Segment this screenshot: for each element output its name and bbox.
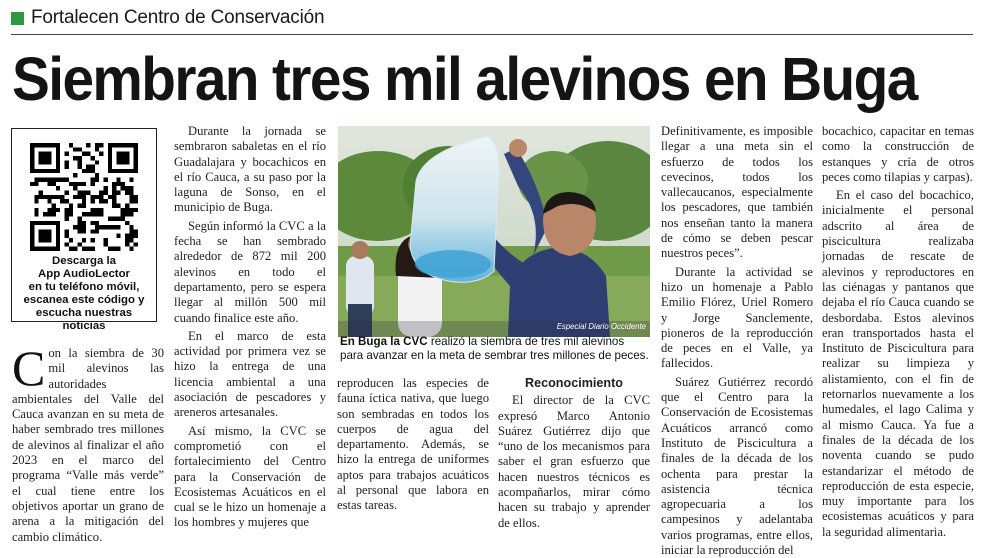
article-column-2: [174, 124, 326, 531]
paragraph: on la siembra de 30 mil alevinos las autoridades ambientales del Valle del Cauca avanzan en su meta de haber sembrado tres millones de alevinos al finalizar el año 2023 en el marco del programa “Valle más verde” el cual tiene entre los objetivos aportar un grano de arena a la mitigación del cambio climático.: [12, 346, 164, 544]
qr-promo-line: en tu teléfono móvil,: [28, 281, 140, 293]
paragraph: El director de la CVC expresó Marco Antonio Suárez Gutiérrez dijo que “uno de los mecanismos para saber el gran esfuerzo que hacen nuestros técnicos es acompañarlos, mirar cómo hacen su trabajo y aprender de ellos.: [498, 393, 650, 530]
section-kicker: [11, 6, 973, 35]
article-column-3: [337, 376, 489, 514]
paragraph: En el marco de esta actividad por primera vez se hizo la entrega de una licencia ambiental a una asociación de pescadores y areneros artesanales.: [174, 328, 326, 420]
paragraph: Durante la actividad se hizo un homenaje a Pablo Emilio Flórez, Uriel Romero y Jorge Sanclemente, pioneros de la reproducción de peces en el Valle, ya fallecidos.: [661, 264, 813, 371]
photo-caption: [340, 335, 650, 362]
paragraph: Según informó la CVC a la fecha se han sembrado alrededor de 872 mil 200 alevinos en todo el departamento, pero se espera llegar al millón 500 mil cuando finalice este año.: [174, 218, 326, 325]
photo-credit: Especial Diario Occidente: [556, 322, 646, 331]
qr-promo-text: [16, 255, 152, 333]
qr-promo-line: App AudioLector: [38, 268, 130, 280]
article-column-4: [498, 376, 650, 531]
qr-promo-line: Descarga la: [52, 255, 116, 267]
paragraph: Definitivamente, es imposible llegar a una meta sin el esfuerzo de todos los cevecinos, todos los vallecaucanos, especialmente los pescadores, que también nos enseñan tanto la manera de cómo se deben pescar nuestros peces”.: [661, 124, 813, 261]
subheading: Reconocimiento: [525, 376, 623, 390]
article-column-1: [12, 340, 164, 545]
paragraph: Así mismo, la CVC se comprometió con el fortalecimiento del Centro para la Conservación de Ecosistemas Acuáticos en el cual se le hizo un homenaje a los hombres y mujeres que: [174, 423, 326, 530]
article-column-5: [661, 124, 813, 558]
paragraph: bocachico, capacitar en temas como la construcción de estanques y cría de otros peces como tilapias y carpas).: [822, 124, 974, 184]
paragraph: Durante la jornada se sembraron sabaletas en el río Guadalajara y bocachicos en el río Cauca, a su paso por la laguna de Sonso, en el municipio de Buga.: [174, 124, 326, 215]
paragraph: reproducen las especies de fauna íctica nativa, que luego son sembradas en todos los cuerpos de agua del departamento. Además, se hizo la entrega de uniformes aptos para trabajos acuáticos al personal que labora en estas tareas.: [337, 376, 489, 513]
drop-cap: C: [12, 340, 46, 396]
qr-promo-line: escucha nuestras noticias: [35, 307, 133, 332]
paragraph: En el caso del bocachico, inicialmente el personal adscrito al área de piscicultura realizaba jornadas de rescate de alevinos y reproductores en las ciénagas y pantanos que dejaba el río Cauca cuando se desbordaba. Estos alevinos eran transportados hasta el Instituto de Piscicultura para realizar su limpieza y alistamiento, con el fin de retornarlos nuevamente a los humedales, el lago Calima y al mismo Cauca. Ya fue a finales de la década de los noventa cuando se pudo estandarizar el método de reproducción de esta especie, muy importante para los ecosistemas acuáticos y para la seguridad alimentaria.: [822, 188, 974, 539]
news-photo: [338, 126, 650, 337]
caption-text: realizó la siembra de tres mil alevinos para avanzar en la meta de sembrar tres millones de peces.: [340, 335, 649, 362]
paragraph: Suárez Gutiérrez recordó que el Centro para la Conservación de Ecosistemas Acuáticos arrancó como Instituto de Piscicultura a finales de la década de los ochenta para prestar la asistencia técnica agropecuaria a los campesinos y adelantaba varios programas, entre ellos, iniciar la reproducción del: [661, 374, 813, 558]
qr-code-icon: [30, 143, 138, 251]
article-column-6: [822, 124, 974, 540]
headline: Siembran tres mil alevinos en Buga: [12, 45, 917, 113]
caption-lead: En Buga la CVC: [340, 335, 428, 348]
kicker-text: Fortalecen Centro de Conservación: [31, 7, 325, 28]
qr-promo-line: escanea este código y: [23, 294, 145, 306]
kicker-square-icon: [11, 12, 24, 25]
qr-promo-box: [11, 128, 157, 332]
